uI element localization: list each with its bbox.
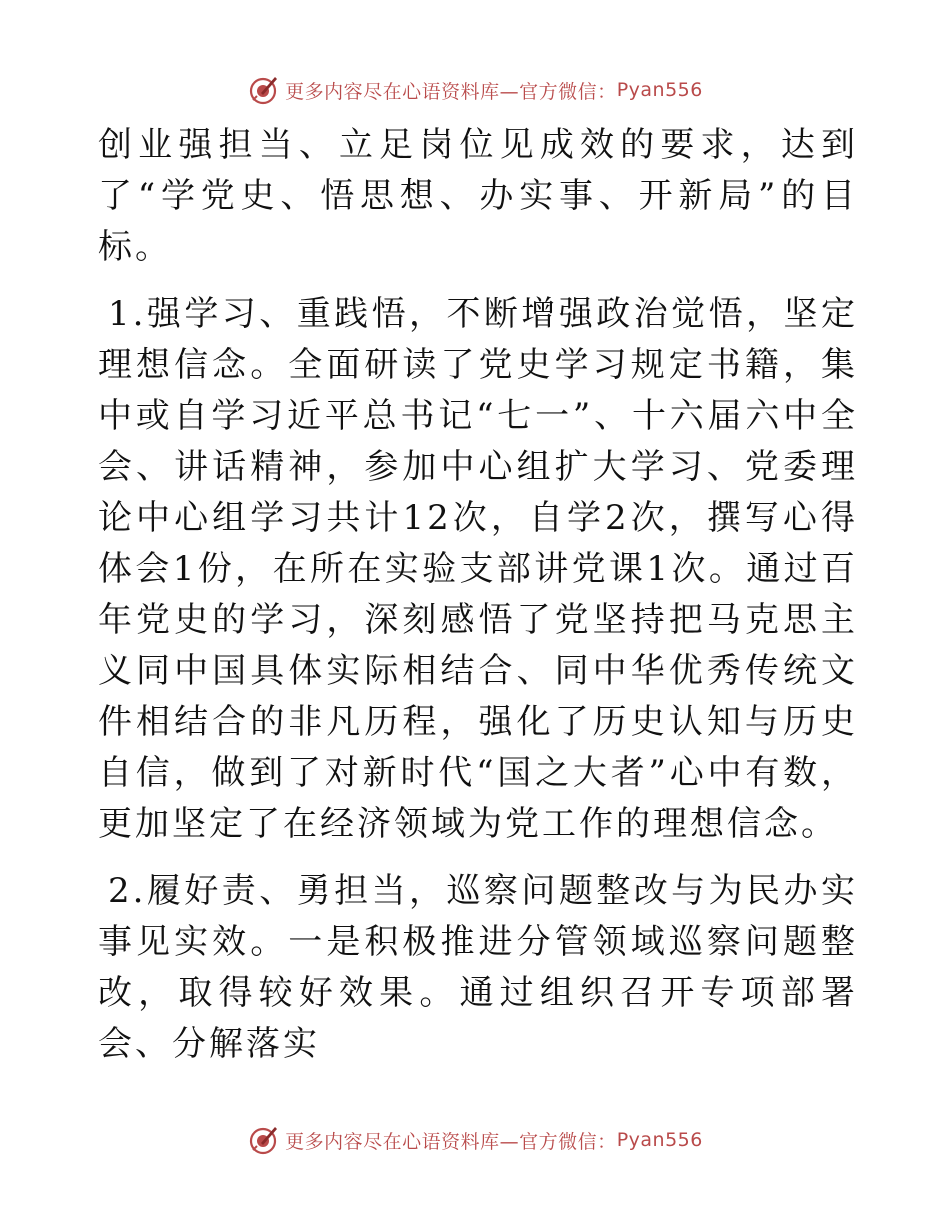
paragraph-section-2: 2.履好责、勇担当，巡察问题整改与为民办实事见实效。一是积极推进分管领域巡察问题整改，取得较好效果。通过组织召开专项部署会、分解落实 bbox=[98, 871, 858, 1064]
watermark-text: 更多内容尽在心语资料库 bbox=[285, 1130, 500, 1153]
paragraph-intro: 创业强担当、立足岗位见成效的要求，达到了“学党史、悟思想、办实事、开新局”的目标。 bbox=[98, 125, 858, 267]
quill-seal-logo-icon bbox=[247, 74, 279, 106]
watermark-wechat-id: Pyan556 bbox=[616, 79, 703, 101]
watermark-wechat-id: Pyan556 bbox=[616, 1129, 703, 1151]
quill-seal-logo-icon bbox=[247, 1124, 279, 1156]
document-body bbox=[98, 120, 858, 1070]
watermark-separator: —官方微信： bbox=[499, 80, 617, 103]
watermark-separator: —官方微信： bbox=[499, 1130, 617, 1153]
watermark-text: 更多内容尽在心语资料库 bbox=[285, 80, 500, 103]
footer-watermark bbox=[0, 1120, 950, 1160]
header-watermark bbox=[0, 70, 950, 110]
paragraph-section-1: 1.强学习、重践悟，不断增强政治觉悟，坚定理想信念。全面研读了党史学习规定书籍，集中或自学习近平总书记“七一”、十六届六中全会、讲话精神，参加中心组扩大学习、党委理论中心组学习共计12次，自学2次，撰写心得体会1份，在所在实验支部讲党课1次。通过百年党史的学习，深刻感悟了党坚持把马克思主义同中国具体实际相结合、同中华优秀传统文件相结合的非凡历程，强化了历史认知与历史自信，做到了对新时代“国之大者”心中有数，更加坚定了在经济领域为党工作的理想信念。 bbox=[98, 294, 858, 844]
